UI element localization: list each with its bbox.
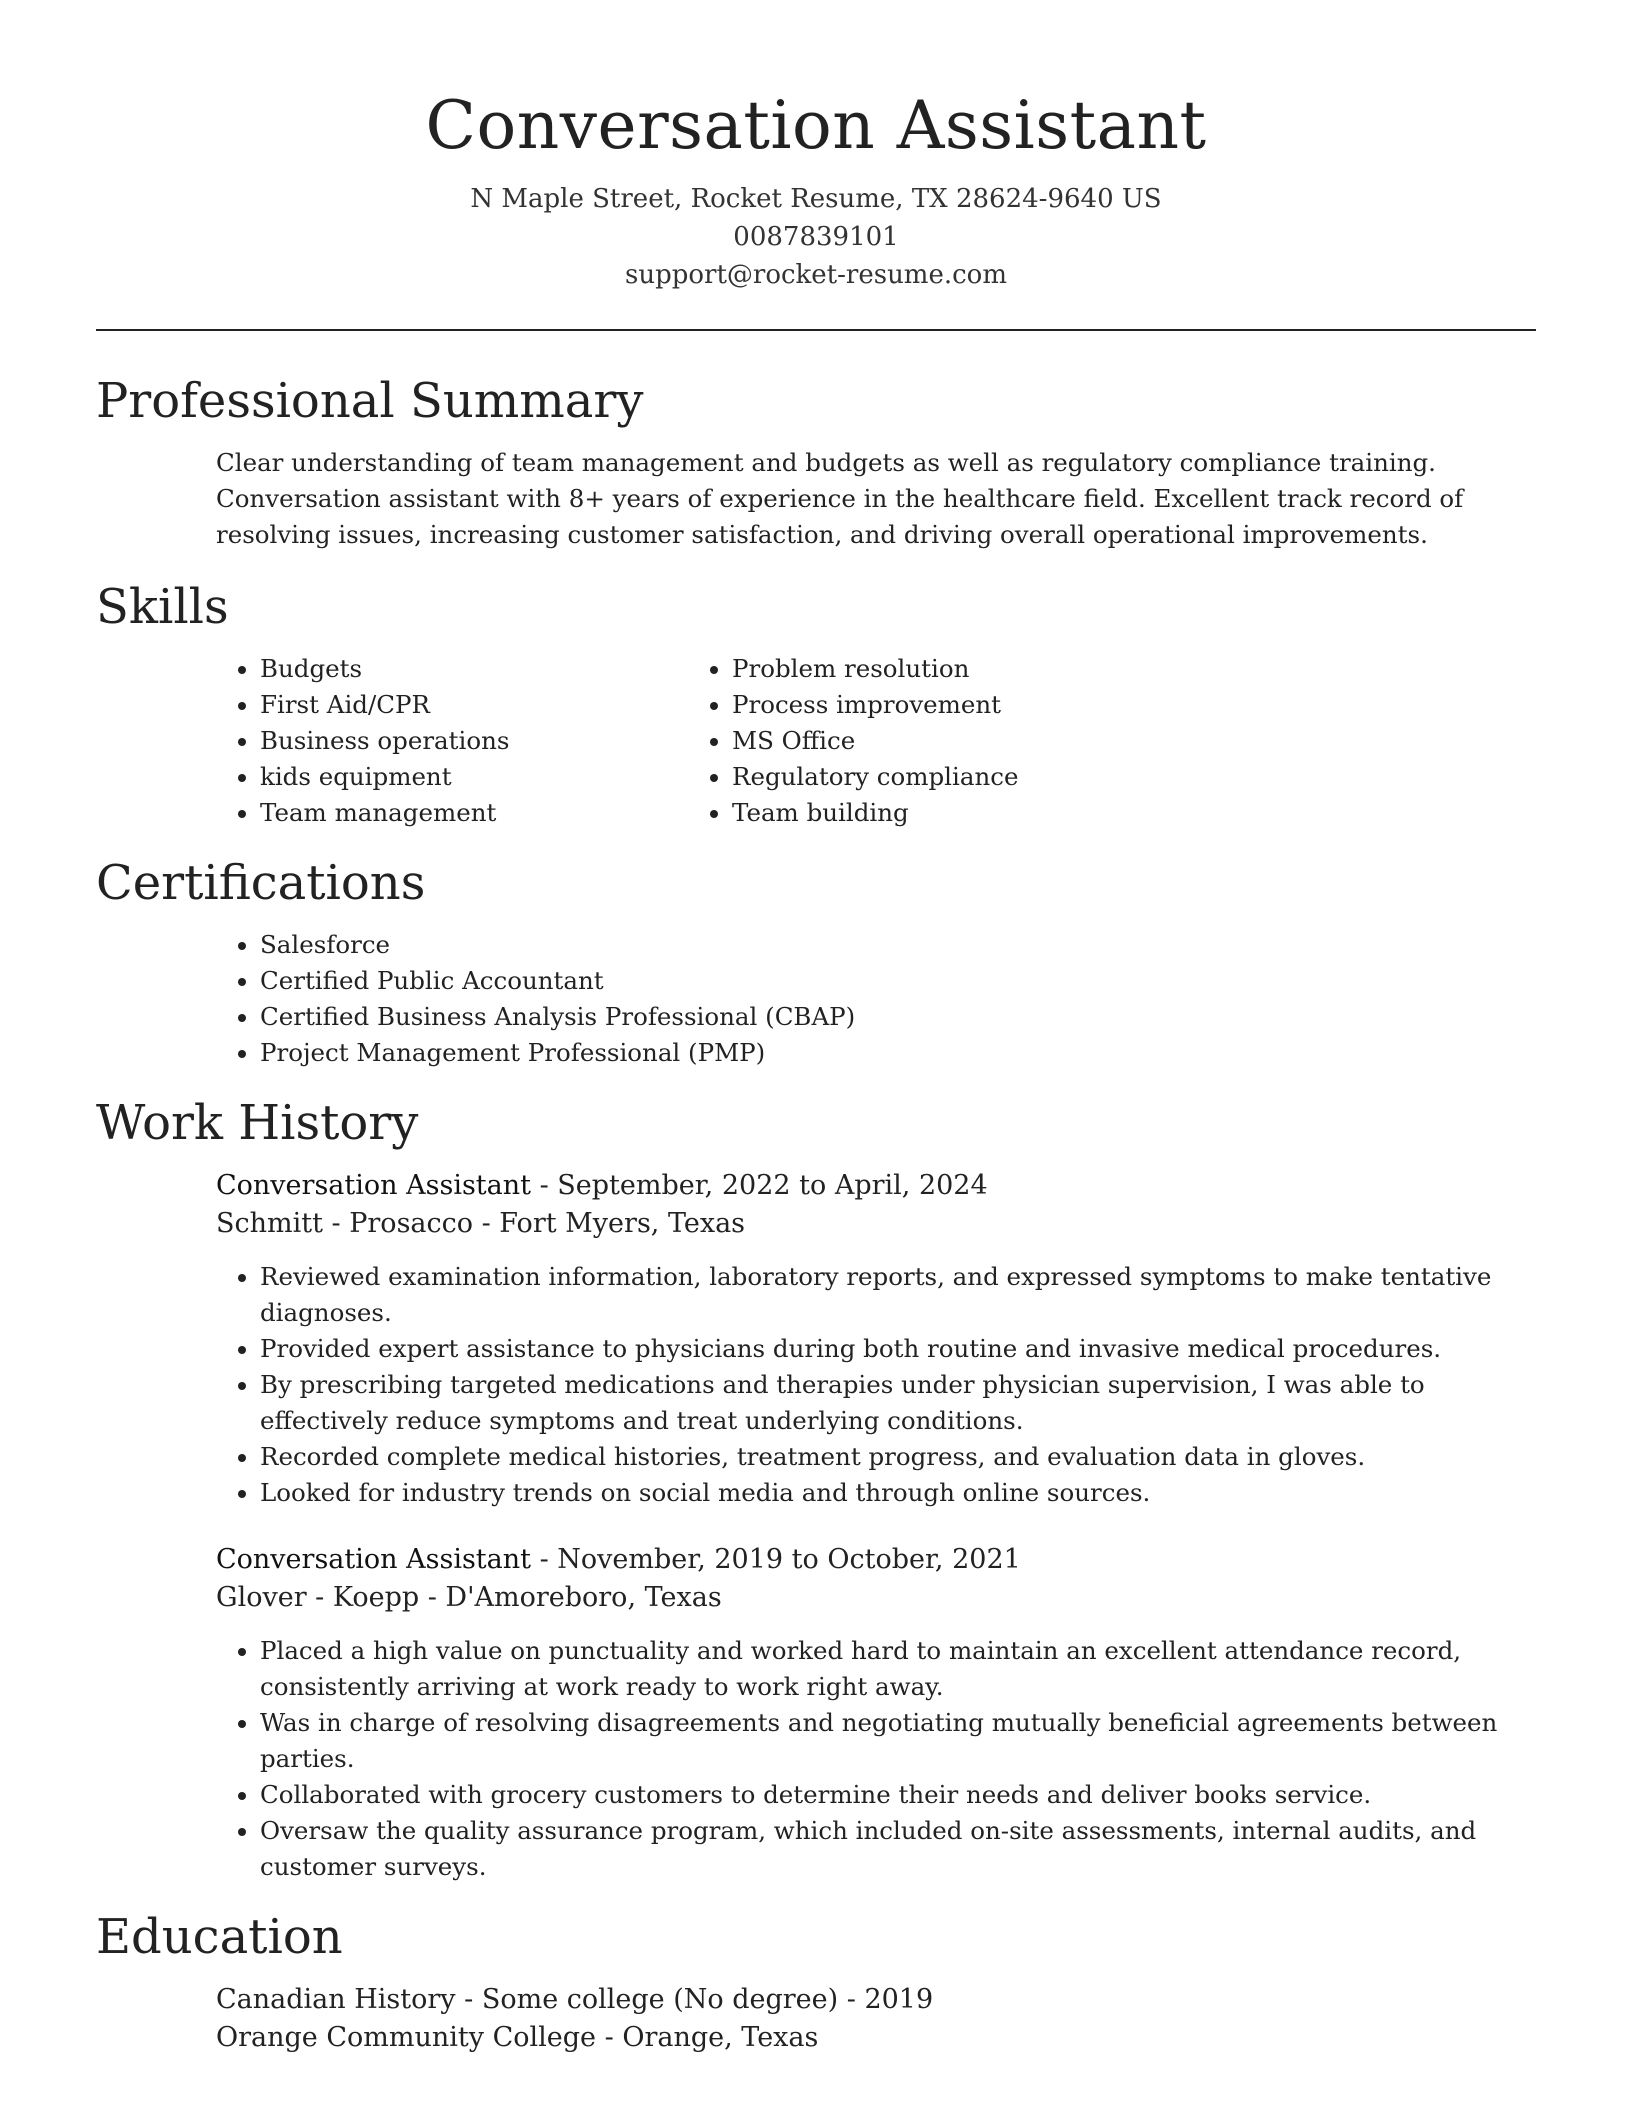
skill-item: • Team building — [732, 795, 1396, 831]
job-bullet: • Looked for industry trends on social media and through online sources. — [260, 1475, 1536, 1511]
certification-item: • Certified Business Analysis Professional (CBAP) — [260, 999, 1536, 1035]
contact-block — [96, 180, 1536, 294]
job-bullets — [96, 1633, 1536, 1885]
education-school-line — [96, 2019, 1536, 2057]
email[interactable]: support@rocket-resume.com — [624, 260, 1007, 290]
education-school: Orange Community College — [216, 2022, 597, 2053]
education-location: - Orange, Texas — [596, 2022, 819, 2053]
job-title-line — [96, 1541, 1536, 1579]
skills-column-left — [96, 651, 746, 831]
education-title: Education — [96, 1909, 343, 1965]
job-bullet: • Was in charge of resolving disagreements and negotiating mutually beneficial agreements between parties. — [260, 1705, 1536, 1777]
certification-item: • Salesforce — [260, 927, 1536, 963]
certifications-list — [96, 927, 1536, 1071]
education-section — [96, 1907, 1536, 2057]
skills-list-right — [732, 651, 1396, 831]
summary-section — [96, 371, 1536, 553]
education-entry — [96, 1981, 1536, 2057]
job-company: Schmitt - Prosacco — [216, 1208, 474, 1239]
work-history-section — [96, 1093, 1536, 1885]
job-company: Glover - Koepp — [216, 1582, 420, 1613]
job-bullet: • Oversaw the quality assurance program, which included on-site assessments, internal audits, and customer surveys. — [260, 1813, 1536, 1885]
header-divider — [96, 329, 1536, 331]
phone: 0087839101 — [733, 222, 899, 252]
education-degree: - Some college (No degree) - 2019 — [455, 1984, 934, 2015]
skill-item: • MS Office — [732, 723, 1396, 759]
summary-text: Clear understanding of team management and budgets as well as regulatory compliance training. Conversation assistant with 8+ years of experience in the healthcare field. Excellent track record of resolving issues, increasing customer satisfaction, and driving overall operational improvements. — [216, 448, 1464, 549]
skill-item: • Team management — [260, 795, 746, 831]
skill-item: • Problem resolution — [732, 651, 1396, 687]
job-company-line — [96, 1205, 1536, 1243]
job-bullet: • Recorded complete medical histories, treatment progress, and evaluation data in gloves. — [260, 1439, 1536, 1475]
certifications-section — [96, 853, 1536, 1071]
job-location: - D'Amoreboro, Texas — [419, 1582, 722, 1613]
job-company-line — [96, 1579, 1536, 1617]
job-bullet: • By prescribing targeted medications and therapies under physician supervision, I was able to effectively reduce symptoms and treat underlying conditions. — [260, 1367, 1536, 1439]
job-bullets — [96, 1259, 1536, 1511]
skill-item: • Budgets — [260, 651, 746, 687]
job-bullet: • Reviewed examination information, laboratory reports, and expressed symptoms to make tentative diagnoses. — [260, 1259, 1536, 1331]
skills-grid — [96, 651, 1536, 831]
skills-column-right — [732, 651, 1396, 831]
resume-page — [96, 0, 1536, 2057]
certification-item: • Certified Public Accountant — [260, 963, 1536, 999]
job-location: - Fort Myers, Texas — [473, 1208, 746, 1239]
job-dates: - November, 2019 to October, 2021 — [531, 1544, 1021, 1575]
work-history-title: Work History — [96, 1095, 419, 1151]
skill-item: • Process improvement — [732, 687, 1396, 723]
skill-item: • Regulatory compliance — [732, 759, 1396, 795]
education-degree-line — [96, 1981, 1536, 2019]
skills-list-left — [96, 651, 746, 831]
job-bullet: • Collaborated with grocery customers to determine their needs and deliver books service. — [260, 1777, 1536, 1813]
job-bullet: • Placed a high value on punctuality and worked hard to maintain an excellent attendance record, consistently arriving at work ready to work right away. — [260, 1633, 1536, 1705]
summary-title: Professional Summary — [96, 373, 644, 429]
job-role: Conversation Assistant — [216, 1544, 531, 1575]
address: N Maple Street, Rocket Resume, TX 28624-9640 US — [470, 184, 1162, 214]
education-field: Canadian History — [216, 1984, 456, 2015]
skill-item: • kids equipment — [260, 759, 746, 795]
job-role: Conversation Assistant — [216, 1170, 531, 1201]
skills-section — [96, 577, 1536, 831]
resume-header — [96, 0, 1536, 294]
skills-title: Skills — [96, 579, 229, 635]
job-entry — [96, 1541, 1536, 1885]
certification-item: • Project Management Professional (PMP) — [260, 1035, 1536, 1071]
job-entry — [96, 1167, 1536, 1511]
skill-item: • Business operations — [260, 723, 746, 759]
candidate-name: Conversation Assistant — [425, 87, 1207, 164]
job-title-line — [96, 1167, 1536, 1205]
job-bullet: • Provided expert assistance to physicians during both routine and invasive medical procedures. — [260, 1331, 1536, 1367]
skill-item: • First Aid/CPR — [260, 687, 746, 723]
certifications-title: Certifications — [96, 855, 426, 911]
job-dates: - September, 2022 to April, 2024 — [531, 1170, 988, 1201]
